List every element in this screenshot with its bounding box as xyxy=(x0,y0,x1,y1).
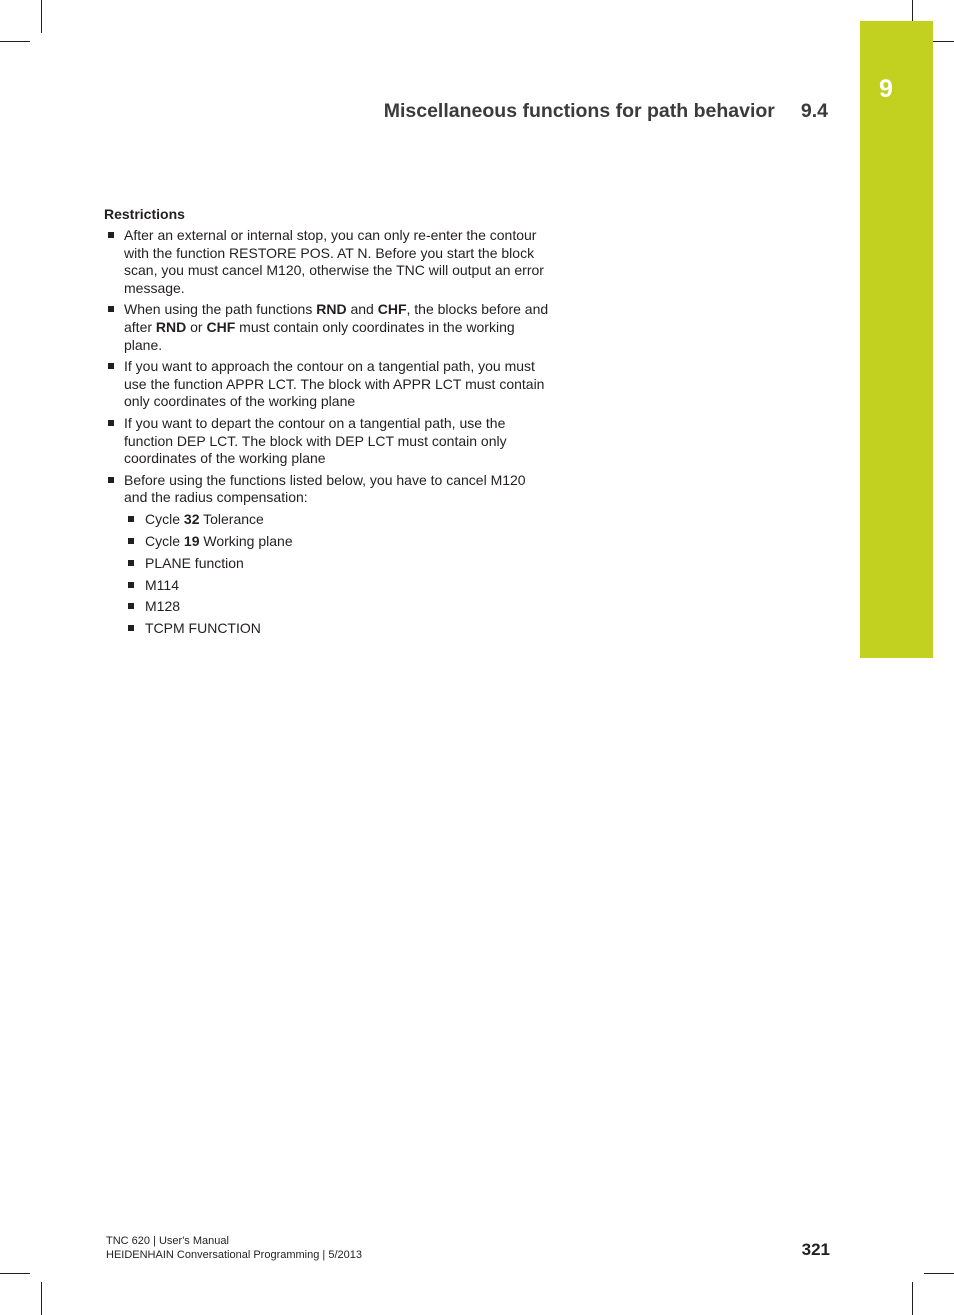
footer-line-2: HEIDENHAIN Conversational Programming | 5/2013 xyxy=(106,1249,362,1261)
keyword-rnd: RND xyxy=(316,301,347,318)
sub-item-text: M128 xyxy=(145,598,181,615)
list-item xyxy=(104,227,549,297)
sub-list xyxy=(124,511,549,638)
header-section: 9.4 xyxy=(800,100,828,122)
list-item-text: After an external or internal stop, you can only re-enter the contour with the function RESTORE POS. AT N. Before you start the block scan, you must cancel M120, otherwise the TNC will output an error message. xyxy=(124,227,544,296)
crop-mark-bottom-right-v xyxy=(912,1282,913,1315)
chapter-tab xyxy=(860,21,933,658)
list-item-text: and xyxy=(346,301,378,318)
sub-item-text: Working plane xyxy=(199,532,293,549)
chapter-number: 9 xyxy=(879,75,893,103)
running-header xyxy=(384,98,828,124)
crop-mark-top-left-h xyxy=(0,41,30,42)
sub-list-item xyxy=(124,620,549,638)
keyword-chf: CHF xyxy=(377,301,407,318)
sub-item-text: PLANE function xyxy=(145,554,244,571)
sub-list-item xyxy=(124,598,549,616)
sub-list-item xyxy=(124,555,549,573)
cycle-number: 32 xyxy=(183,510,200,527)
footer-line-1: TNC 620 | User's Manual xyxy=(106,1235,229,1247)
crop-mark-bottom-left-v xyxy=(41,1282,42,1315)
restrictions-section xyxy=(104,206,549,642)
crop-mark-bottom-left-h xyxy=(0,1273,30,1274)
sub-list-item xyxy=(124,511,549,529)
list-item-text: , the blocks before and after xyxy=(124,301,549,335)
list-item xyxy=(104,301,549,354)
sub-item-text: Cycle xyxy=(145,532,184,549)
list-item-text: When using the path functions xyxy=(124,301,317,318)
list-item-text: If you want to depart the contour on a tangential path, use the function DEP LCT. The block with DEP LCT must contain only coordinates of the working plane xyxy=(124,414,507,467)
crop-mark-top-left-v xyxy=(41,0,42,33)
crop-mark-bottom-right-h xyxy=(924,1273,954,1274)
sub-item-text: M114 xyxy=(145,576,179,593)
cycle-number: 19 xyxy=(183,532,200,549)
sub-item-text: Tolerance xyxy=(199,510,264,527)
sub-item-text: TCPM FUNCTION xyxy=(145,620,261,637)
list-item xyxy=(104,472,549,638)
keyword-rnd: RND xyxy=(155,318,187,335)
list-item-text: Before using the functions listed below, you have to cancel M120 and the radius compensation: xyxy=(124,471,526,506)
sub-list-item xyxy=(124,577,549,595)
sub-item-text: Cycle xyxy=(145,510,184,527)
footer-info xyxy=(106,1234,362,1262)
list-item-text: or xyxy=(186,318,207,335)
header-title: Miscellaneous functions for path behavior xyxy=(383,100,775,122)
restrictions-list xyxy=(104,227,549,638)
list-item xyxy=(104,415,549,468)
list-item-text: If you want to approach the contour on a tangential path, you must use the function APPR LCT. The block with APPR LCT must contain only coordinates of the working plane xyxy=(124,358,545,410)
list-item-text: must contain only coordinates in the working plane. xyxy=(124,318,515,353)
sub-list-item xyxy=(124,533,549,551)
restrictions-heading: Restrictions xyxy=(104,206,185,222)
page-number: 321 xyxy=(801,1240,830,1259)
keyword-chf: CHF xyxy=(206,318,236,335)
list-item xyxy=(104,358,549,411)
